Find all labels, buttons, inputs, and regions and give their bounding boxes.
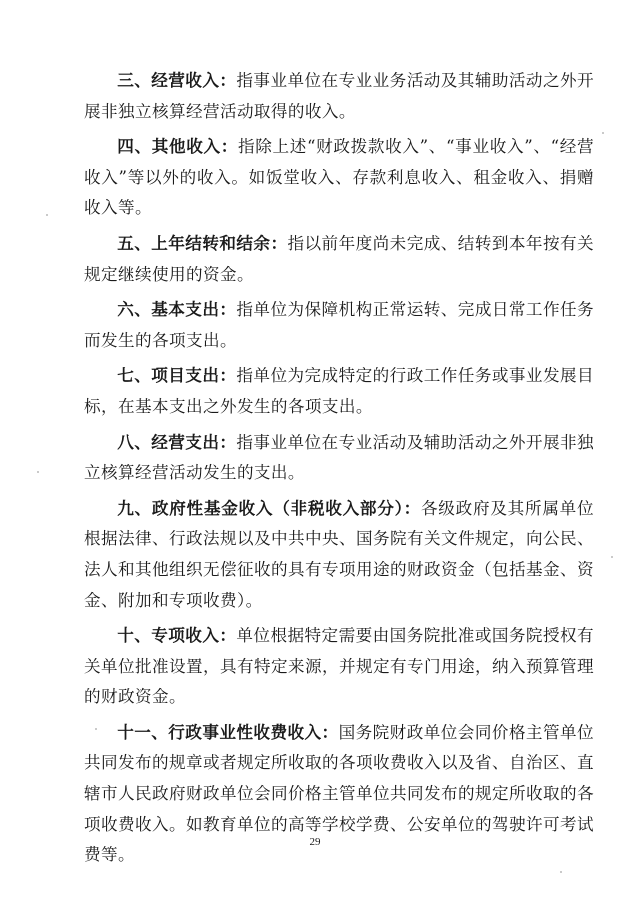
scan-speck xyxy=(560,871,562,873)
page-number: 29 xyxy=(309,836,321,848)
term-definition: 指以前年度尚未完成、结转到本年按有关规定继续使用的资金。 xyxy=(84,233,595,284)
scan-speck xyxy=(46,214,48,216)
term-definition: 指单位为保障机构正常运转、完成日常工作任务而发生的各项支出。 xyxy=(84,300,594,350)
paragraph-government-fund-income xyxy=(84,494,594,616)
term-heading: 六、基本支出： xyxy=(117,300,237,320)
scan-speck xyxy=(37,471,39,473)
term-heading: 七、项目支出： xyxy=(117,366,237,386)
paragraph-other-income xyxy=(84,132,594,224)
term-definition: 各级政府及其所属单位根据法律、行政法规以及中共中央、国务院有关文件规定，向公民、法人和其他组织无偿征收的具有专项用途的财政资金（包括基金、资金、附加和专项收费）。 xyxy=(84,498,594,610)
term-heading: 五、上年结转和结余： xyxy=(117,233,288,253)
term-definition: 单位根据特定需要由国务院批准或国务院授权有关单位批准设置，具有特定来源，并规定有专门用途，纳入预算管理的财政资金。 xyxy=(84,626,594,707)
paragraph-carryover-balance xyxy=(84,229,594,290)
paragraph-operating-income xyxy=(84,66,594,127)
term-heading: 十、专项收入： xyxy=(117,626,237,646)
term-definition: 指单位为完成特定的行政工作任务或事业发展目标，在基本支出之外发生的各项支出。 xyxy=(84,366,594,416)
term-definition: 指除上述“财政拨款收入”、“事业收入”、“经营收入”等以外的收入。如饭堂收入、存款利息收入、租金收入、捐赠收入等。 xyxy=(84,137,594,218)
term-definition: 指事业单位在专业活动及辅助活动之外开展非独立核算经营活动发生的支出。 xyxy=(84,432,594,483)
paragraph-operating-expenditure xyxy=(84,428,594,489)
term-definition: 国务院财政单位会同价格主管单位共同发布的规章或者规定所收取的各项收费收入以及省、自治区、直辖市人民政府财政单位会同价格主管单位共同发布的规定所收取的各项收费收入。如教育单位的高等学校学费、公安单位的驾驶许可考试费等。 xyxy=(84,722,595,865)
scan-speck xyxy=(602,132,604,134)
scan-speck xyxy=(611,556,613,558)
term-heading: 四、其他收入： xyxy=(117,137,238,157)
term-heading: 八、经营支出： xyxy=(117,432,237,452)
paragraph-basic-expenditure xyxy=(84,295,594,356)
paragraph-special-income xyxy=(84,621,594,713)
term-heading: 九、政府性基金收入（非税收入部分）： xyxy=(117,498,421,518)
term-heading: 十一、行政事业性收费收入： xyxy=(117,722,339,742)
term-heading: 三、经营收入： xyxy=(117,71,237,90)
document-body xyxy=(84,66,594,876)
scan-speck xyxy=(95,728,97,730)
term-definition: 指事业单位在专业业务活动及其辅助活动之外开展非独立核算经营活动取得的收入。 xyxy=(84,71,594,121)
paragraph-project-expenditure xyxy=(84,361,594,422)
